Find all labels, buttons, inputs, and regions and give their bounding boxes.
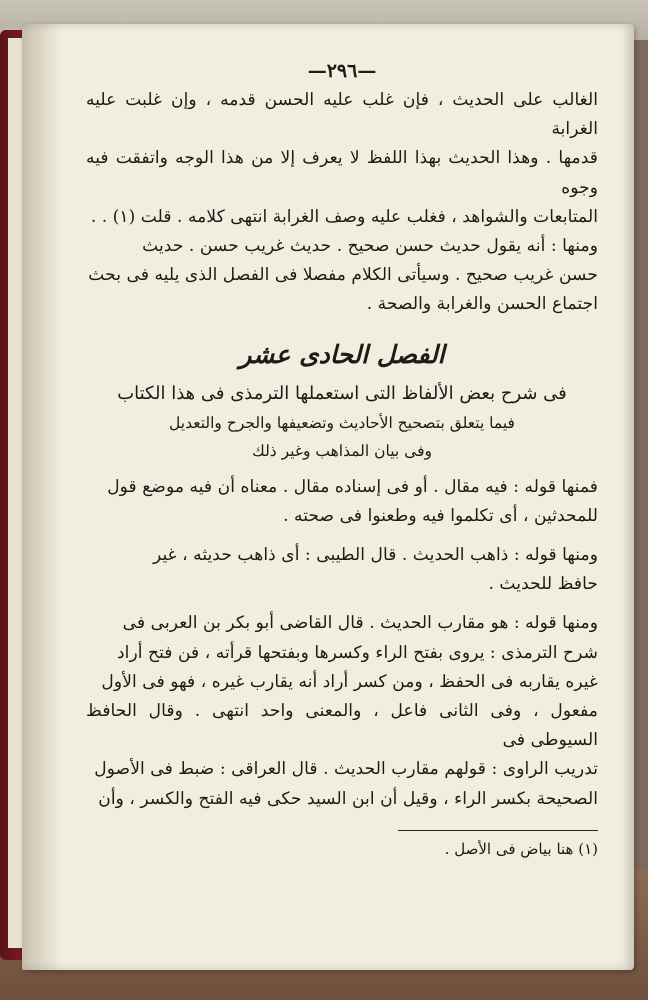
text-line: اجتماع الحسن والغرابة والصحة .	[366, 294, 598, 315]
page-content	[86, 60, 598, 861]
text-line: فمنها قوله : فيه مقال . أو فى إسناده مقال . معناه أن فيه موضع قول	[107, 476, 598, 497]
text-line: ومنها قوله : ذاهب الحديث . قال الطيبى : أى ذاهب حديثه ، غير	[152, 545, 598, 566]
text-line: حافظ للحديث .	[488, 574, 598, 595]
chapter-subtitle: وفى بيان المذاهب وغير ذلك	[252, 441, 432, 460]
top-text-block	[86, 86, 598, 320]
text-line: للمحدثين ، أى تكلموا فيه وطعنوا فى صحته .	[283, 505, 598, 526]
text-line: تدريب الراوى : قولهم مقارب الحديث . قال العراقى : ضبط فى الأصول	[94, 759, 598, 780]
text-line: شرح الترمذى : يروى بفتح الراء وكسرها وبفتحها قرأته ، فن فتح أراد	[117, 642, 598, 663]
text-line: الغالب على الحديث ، فإن غلب عليه الحسن قدمه ، وإن غلبت عليه الغرابة	[86, 90, 598, 140]
text-line: غيره يقاربه فى الحفظ ، ومن كسر أراد أنه يقارب غيره ، فهو فى الأول	[101, 671, 598, 692]
page-number: —٢٩٦—	[307, 60, 377, 82]
text-line: ومنها : أنه يقول حديث حسن صحيح . حديث غريب حسن . حديث	[142, 236, 598, 257]
footnote-rule	[398, 830, 598, 831]
text-line: الصحيحة بكسر الراء ، وقيل أن ابن السيد حكى فيه الفتح والكسر ، وأن	[98, 788, 598, 809]
paragraph-maqal	[86, 473, 598, 531]
paragraph-dhahib	[86, 541, 598, 599]
chapter-heading: الفصل الحادى عشر	[239, 339, 445, 369]
chapter-subtitle: فيما يتعلق بتصحيح الأحاديث وتضعيفها والجرح والتعديل	[169, 413, 515, 432]
paragraph-muqarib	[86, 609, 598, 813]
chapter-subtitle: فى شرح بعض الألفاظ التى استعملها الترمذى فى هذا الكتاب	[117, 382, 567, 404]
text-line: قدمها . وهذا الحديث بهذا اللفظ لا يعرف إلا من هذا الوجه واتفقت فيه وجوه	[86, 148, 598, 198]
text-line: ومنها قوله : هو مقارب الحديث . قال القاضى أبو بكر بن العربى فى	[122, 613, 598, 634]
text-line: مفعول ، وفى الثانى فاعل ، والمعنى واحد انتهى . وقال الحافظ السيوطى فى	[86, 701, 598, 751]
text-line: المتابعات والشواهد ، فغلب عليه وصف الغرابة انتهى كلامه . قلت (١) . .	[90, 206, 598, 227]
text-line: حسن غريب صحيح . وسيأتى الكلام مفصلا فى الفصل الذى يليه فى بحث	[88, 265, 598, 286]
footnote: (١) هنا بياض فى الأصل .	[444, 839, 598, 858]
